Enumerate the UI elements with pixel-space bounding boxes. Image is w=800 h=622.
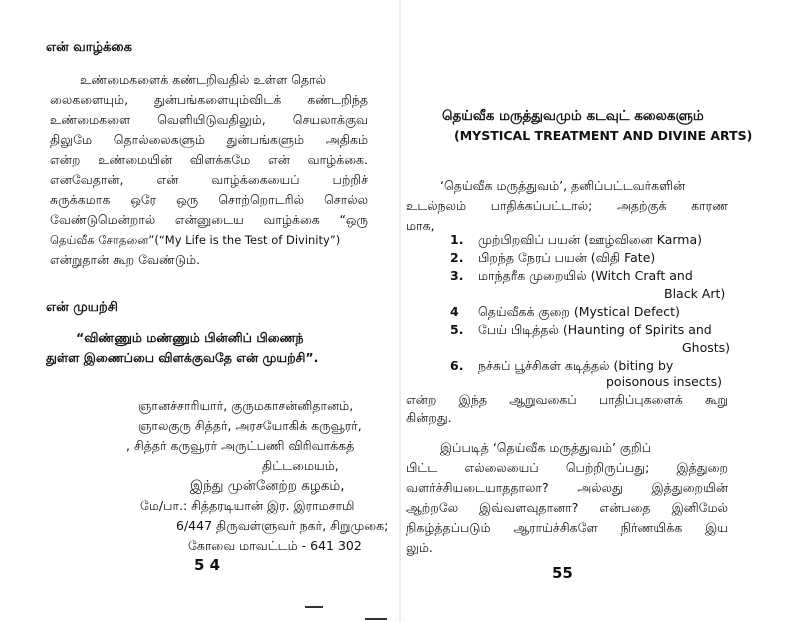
scan-mark — [305, 606, 323, 608]
signature-line: , சித்தர் கருவூரர் அருட்பணி விரிவாக்கத் — [126, 438, 355, 453]
quote-line: “விண்ணும் மண்ணும் பின்னிப் பிணைந் — [76, 330, 304, 345]
list-item — [450, 230, 702, 250]
chapter-title-english: (MYSTICAL TREATMENT AND DIVINE ARTS) — [454, 128, 753, 143]
list-item — [450, 320, 712, 340]
list-number: 2. — [450, 250, 464, 265]
signature-line: 6/447 திருவள்ளுவர் நகர், சிறுமுகை; — [176, 518, 389, 533]
text-line: என்ற இந்த ஆறுவகைப் பாதிப்புகளைக் கூறு — [406, 392, 728, 407]
chapter-title-tamil: தெய்வீக மருத்துவமும் கடவுட் கலைகளும் — [442, 108, 704, 124]
signature-line: திட்டமையம், — [262, 458, 339, 473]
text-line: வளர்ச்சியடையாததாலா? அல்லது இத்துறையின் — [406, 480, 728, 495]
signature-line: கோவை மாவட்டம் - 641 302 — [188, 538, 362, 553]
signature-line: ஞாலகுரு சித்தர், அரசயோகிக் கருவூரர், — [138, 418, 362, 433]
text-line: தெய்வீக சோதனை”(“My Life is the Test of Divinity”) — [50, 233, 341, 247]
list-number: 6. — [450, 358, 464, 373]
text-line: சுருக்கமாக ஒரே ஒரு சொற்றொடரில் சொல்ல — [50, 192, 368, 207]
page-number-left: 5 4 — [194, 556, 221, 574]
page-number-right: 55 — [552, 564, 573, 582]
text-line: இப்படித் ‘தெய்வீக மருத்துவம்’ குறிப் — [440, 440, 652, 455]
list-number: 3. — [450, 268, 464, 283]
text-line: லும். — [406, 540, 433, 555]
text-line: உடல்நலம் பாதிக்கப்பட்டால்; அதற்குக் காரண — [406, 198, 728, 213]
signature-line: இந்து முன்னேற்ற கழகம், — [190, 478, 345, 494]
list-text: பேய் பிடித்தல் (Haunting of Spirits and — [478, 322, 712, 337]
signature-line: ஞானச்சாரியார், குருமகாசன்னிதானம், — [138, 398, 354, 413]
section-title-my-life: என் வாழ்க்கை — [46, 40, 132, 55]
list-text: பிறந்த நேரப் பயன் (விதி Fate) — [478, 250, 656, 265]
text-line: பிட்ட எல்லையைப் பெற்றிருப்பது; இத்துறை — [406, 460, 728, 475]
text-line: ‘தெய்வீக மருத்துவம்’, தனிப்பட்டவர்களின் — [440, 178, 686, 193]
text-line: நிகழ்த்தப்படும் ஆராய்ச்சிகளே நிர்ணயிக்க இய — [406, 520, 728, 535]
list-text: முற்பிறவிப் பயன் (ஊழ்வினை Karma) — [478, 232, 702, 247]
text-line: என்ற உண்மையின் விளக்கமே என் வாழ்க்கை. — [50, 152, 368, 167]
list-item — [450, 266, 693, 286]
scan-mark — [365, 618, 387, 620]
list-text: தெய்வீகக் குறை (Mystical Defect) — [478, 304, 680, 319]
section-title-my-effort: என் முயற்சி — [46, 300, 118, 315]
list-item — [450, 302, 680, 322]
list-text: நச்சுப் பூச்சிகள் கடித்தல் (biting by — [478, 358, 674, 373]
text-line: கின்றது. — [406, 410, 452, 425]
list-number: 1. — [450, 232, 464, 247]
list-text-continued: poisonous insects) — [606, 374, 722, 389]
text-line: மாக, — [406, 218, 435, 233]
signature-line: மே/பா.: சித்தரடியான் இர. இராமசாமி — [140, 498, 355, 513]
text-line: திலுமே தொல்லைகளும் துன்பங்களும் அதிகம் — [50, 132, 368, 147]
list-number: 5. — [450, 322, 464, 337]
list-item — [450, 248, 655, 268]
text-line: உண்மைகளைக் கண்டறிவதில் உள்ள தொல் — [80, 72, 327, 87]
quote-line: துள்ள இணைப்பை விளக்குவதே என் முயற்சி”. — [46, 350, 319, 365]
text-line: எனவேதான், என் வாழ்க்கையைப் பற்றிச் — [50, 172, 368, 187]
text-line: வேண்டுமென்றால் என்னுடைய வாழ்க்கை “ஒரு — [50, 212, 368, 227]
list-text-continued: Black Art) — [664, 286, 726, 301]
text-line: ஆற்றலே இவ்வளவுதானா? என்பதை இனிமேல் — [406, 500, 728, 515]
list-text-continued: Ghosts) — [682, 340, 731, 355]
text-line: என்றுதான் கூற வேண்டும். — [50, 252, 201, 267]
text-line: உண்மைகளை வெளியிடுவதிலும், செயலாக்குவ — [50, 112, 368, 127]
text-line: லைகளையும், துன்பங்களையும்விடக் கண்டறிந்த — [50, 92, 368, 107]
list-number: 4 — [450, 304, 459, 319]
right-page — [400, 0, 800, 622]
list-text: மாந்தரீக முறையில் (Witch Craft and — [478, 268, 693, 283]
